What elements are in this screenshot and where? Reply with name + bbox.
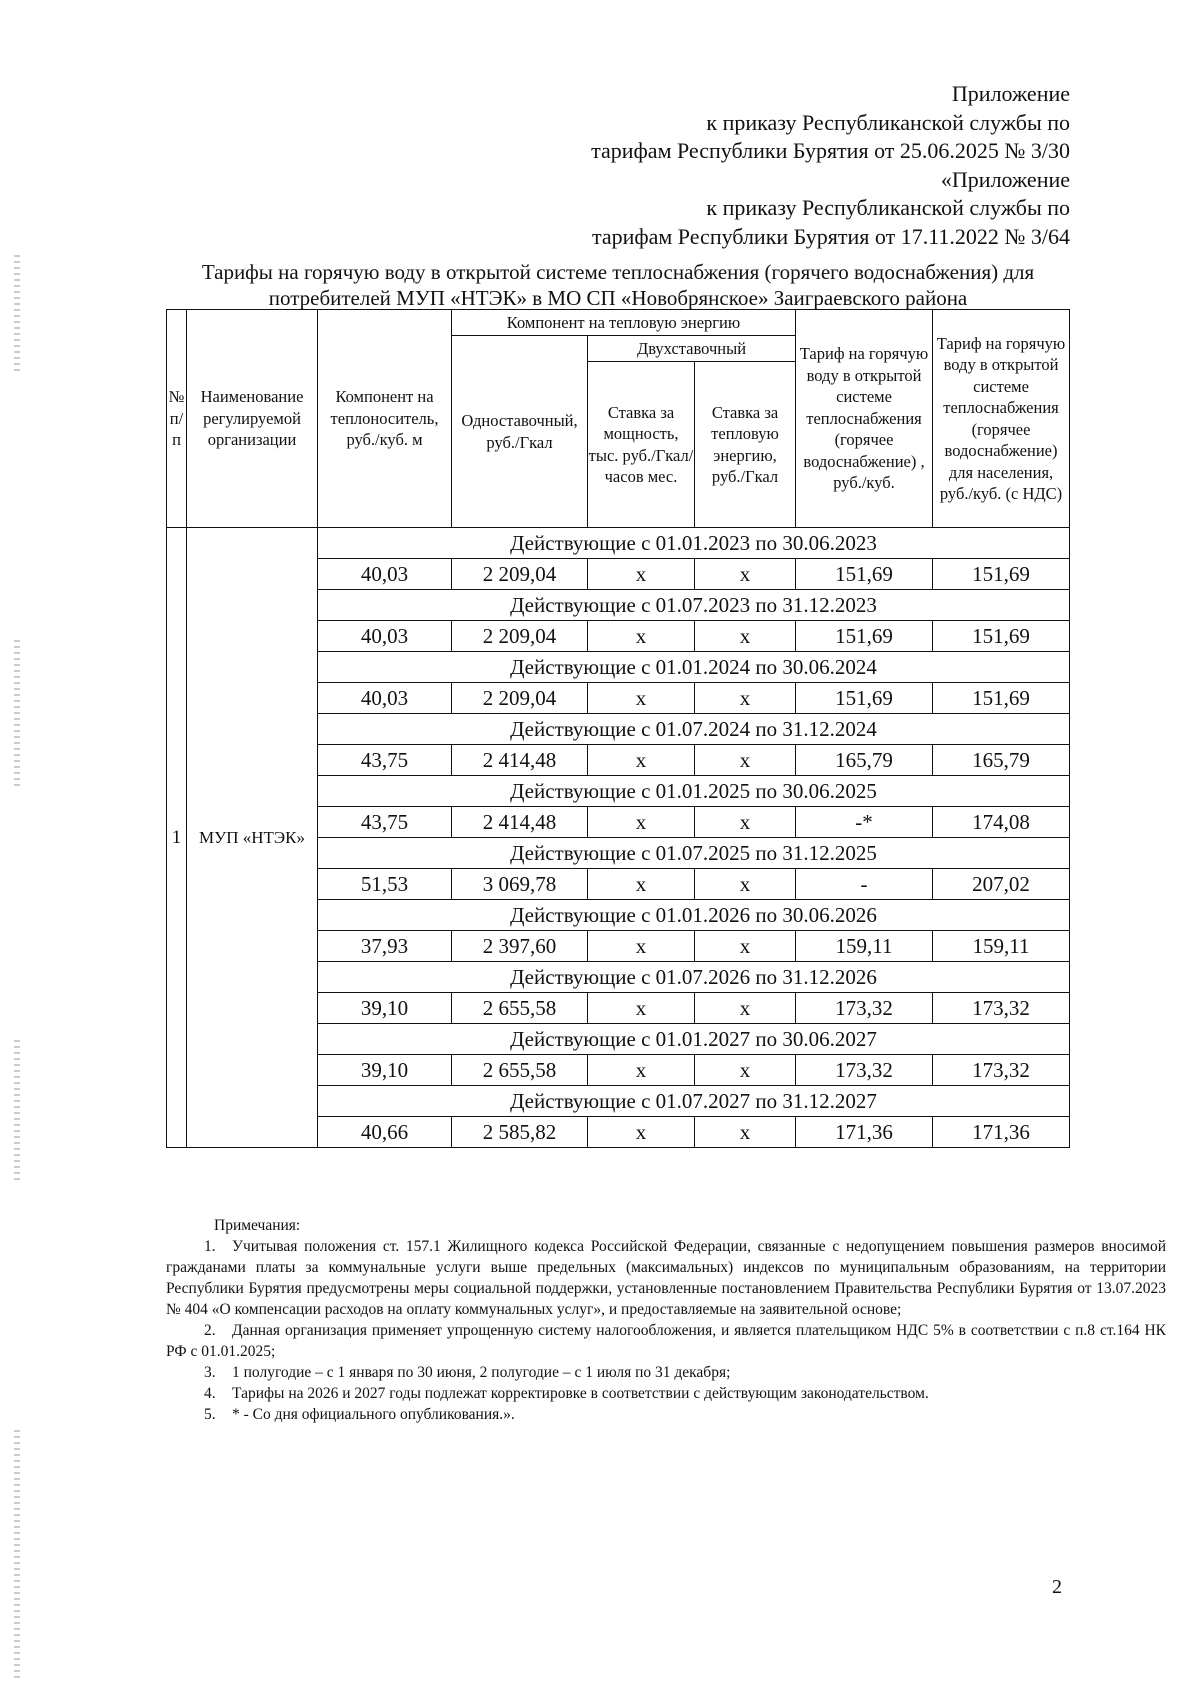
header-energy-rate: Ставка за тепловую энергию, руб./Гкал: [695, 362, 796, 528]
period-label: Действующие с 01.01.2025 по 30.06.2025: [318, 776, 1070, 807]
cell-capacity-rate: х: [588, 1055, 695, 1086]
cell-tariff-population: 151,69: [933, 683, 1070, 714]
header-line: тарифам Республики Бурятия от 17.11.2022 № 3/64: [591, 223, 1070, 249]
tariff-table-body: [167, 528, 1070, 1148]
period-label: Действующие с 01.07.2026 по 31.12.2026: [318, 962, 1070, 993]
cell-tariff: 151,69: [796, 621, 933, 652]
period-row: [167, 528, 1070, 559]
cell-tariff-population: 174,08: [933, 807, 1070, 838]
note-item: [166, 1236, 1166, 1320]
header-single-rate: Одноставочный, руб./Гкал: [452, 336, 588, 528]
cell-tariff-population: 207,02: [933, 869, 1070, 900]
cell-capacity-rate: х: [588, 869, 695, 900]
cell-energy-rate: х: [695, 559, 796, 590]
note-number: 1.: [204, 1238, 216, 1255]
period-label: Действующие с 01.07.2024 по 31.12.2024: [318, 714, 1070, 745]
cell-tariff: 173,32: [796, 1055, 933, 1086]
tariff-table: [166, 309, 1070, 1148]
cell-tariff: 151,69: [796, 683, 933, 714]
note-item: [166, 1320, 1166, 1362]
page-number: 2: [1052, 1576, 1062, 1598]
cell-capacity-rate: х: [588, 807, 695, 838]
period-label: Действующие с 01.07.2025 по 31.12.2025: [318, 838, 1070, 869]
cell-carrier: 39,10: [318, 993, 452, 1024]
header-heat-group: Компонент на тепловую энергию: [452, 310, 796, 336]
cell-single-rate: 3 069,78: [452, 869, 588, 900]
cell-carrier: 40,03: [318, 559, 452, 590]
cell-tariff-population: 173,32: [933, 1055, 1070, 1086]
note-item: [166, 1383, 1166, 1404]
header-line: Приложение: [951, 81, 1070, 106]
cell-energy-rate: х: [695, 1055, 796, 1086]
header-org-name: Наименование регулируемой организации: [187, 310, 318, 528]
header-line: к приказу Республиканской службы по: [706, 195, 1070, 220]
cell-tariff-population: 151,69: [933, 559, 1070, 590]
cell-tariff: -*: [796, 807, 933, 838]
header-line: тарифам Республики Бурятия от 25.06.2025 № 3/30: [591, 138, 1070, 163]
cell-energy-rate: х: [695, 745, 796, 776]
note-text: 1 полугодие – с 1 января по 30 июня, 2 полугодие – с 1 июля по 31 декабря;: [232, 1364, 731, 1381]
scan-artifact: [14, 255, 20, 375]
cell-capacity-rate: х: [588, 621, 695, 652]
cell-single-rate: 2 209,04: [452, 621, 588, 652]
cell-energy-rate: х: [695, 869, 796, 900]
cell-carrier: 40,66: [318, 1117, 452, 1148]
scan-artifact: [14, 1040, 20, 1180]
cell-tariff-population: 171,36: [933, 1117, 1070, 1148]
cell-single-rate: 2 655,58: [452, 993, 588, 1024]
header-capacity-rate: Ставка за мощность, тыс. руб./Гкал/ часов мес.: [588, 362, 695, 528]
cell-single-rate: 2 414,48: [452, 745, 588, 776]
period-label: Действующие с 01.01.2024 по 30.06.2024: [318, 652, 1070, 683]
header-line: «Приложение: [940, 166, 1070, 192]
cell-carrier: 43,75: [318, 745, 452, 776]
header-tariff-population: Тариф на горячую воду в открытой системе теплоснабжения (горячее водоснабжение) для населения, руб./куб. (с НДС): [933, 310, 1070, 528]
period-label: Действующие с 01.07.2023 по 31.12.2023: [318, 590, 1070, 621]
note-number: 3.: [204, 1364, 216, 1381]
cell-tariff: -: [796, 869, 933, 900]
cell-tariff-population: 151,69: [933, 621, 1070, 652]
cell-tariff: 171,36: [796, 1117, 933, 1148]
note-item: [166, 1362, 1166, 1383]
title-line: Тарифы на горячую воду в открытой системе теплоснабжения (горячего водоснабжения) для: [201, 260, 1035, 284]
cell-single-rate: 2 655,58: [452, 1055, 588, 1086]
cell-carrier: 39,10: [318, 1055, 452, 1086]
note-text: Тарифы на 2026 и 2027 годы подлежат корректировке в соответствии с действующим законодательством.: [232, 1385, 929, 1402]
row-number: 1: [167, 528, 187, 1148]
period-label: Действующие с 01.01.2027 по 30.06.2027: [318, 1024, 1070, 1055]
cell-carrier: 37,93: [318, 931, 452, 962]
cell-capacity-rate: х: [588, 931, 695, 962]
cell-single-rate: 2 209,04: [452, 683, 588, 714]
cell-tariff: 151,69: [796, 559, 933, 590]
cell-carrier: 40,03: [318, 621, 452, 652]
cell-single-rate: 2 414,48: [452, 807, 588, 838]
document-title: [168, 259, 1068, 311]
cell-tariff-population: 173,32: [933, 993, 1070, 1024]
cell-energy-rate: х: [695, 993, 796, 1024]
cell-capacity-rate: х: [588, 683, 695, 714]
cell-tariff: 165,79: [796, 745, 933, 776]
title-line: потребителей МУП «НТЭК» в МО СП «Новобрянское» Заиграевского района: [268, 286, 968, 310]
period-label: Действующие с 01.07.2027 по 31.12.2027: [318, 1086, 1070, 1117]
cell-capacity-rate: х: [588, 559, 695, 590]
note-text: * - Со дня официального опубликования.».: [232, 1406, 515, 1423]
cell-tariff-population: 159,11: [933, 931, 1070, 962]
note-text: Учитывая положения ст. 157.1 Жилищного кодекса Российской Федерации, связанные с недопущением повышения размеров вносимой гражданами платы за коммунальные услуги выше предельных (максимальных) индексов по муниципальным образованиям, на территории Республики Бурятия предусмотрены меры социальной поддержки, установленные постановлением Правительства Республики Бурятия от 13.07.2023 № 404 «О компенсации расходов на оплату коммунальных услуг», и предоставляемые на заявительной основе;: [166, 1238, 1166, 1318]
header-carrier: Компонент на теплоноситель, руб./куб. м: [318, 310, 452, 528]
scan-artifact: [14, 640, 20, 790]
scan-artifact: [14, 1430, 20, 1680]
header-num: № п/п: [167, 310, 187, 528]
cell-energy-rate: х: [695, 683, 796, 714]
notes-caption: Примечания:: [214, 1217, 301, 1234]
note-number: 4.: [204, 1385, 216, 1402]
cell-energy-rate: х: [695, 621, 796, 652]
note-number: 5.: [204, 1406, 216, 1423]
cell-capacity-rate: х: [588, 745, 695, 776]
period-label: Действующие с 01.01.2023 по 30.06.2023: [318, 528, 1070, 559]
cell-carrier: 43,75: [318, 807, 452, 838]
notes-section: [166, 1215, 1166, 1425]
header-tariff: Тариф на горячую воду в открытой системе теплоснабжения (горячее водоснабжение) , руб./куб.: [796, 310, 933, 528]
cell-capacity-rate: х: [588, 1117, 695, 1148]
cell-carrier: 51,53: [318, 869, 452, 900]
header-two-rate: Двухставочный: [588, 336, 796, 362]
period-label: Действующие с 01.01.2026 по 30.06.2026: [318, 900, 1070, 931]
cell-energy-rate: х: [695, 931, 796, 962]
note-text: Данная организация применяет упрощенную систему налогообложения, и является плательщиком НДС 5% в соответствии с п.8 ст.164 НК РФ с 01.01.2025;: [166, 1322, 1166, 1360]
cell-single-rate: 2 397,60: [452, 931, 588, 962]
organization-name: МУП «НТЭК»: [187, 528, 318, 1148]
note-item: [166, 1404, 1166, 1425]
cell-energy-rate: х: [695, 807, 796, 838]
cell-energy-rate: х: [695, 1117, 796, 1148]
cell-single-rate: 2 585,82: [452, 1117, 588, 1148]
cell-single-rate: 2 209,04: [452, 559, 588, 590]
document-header: [591, 80, 1070, 251]
cell-capacity-rate: х: [588, 993, 695, 1024]
header-line: к приказу Республиканской службы по: [706, 109, 1070, 135]
cell-tariff: 173,32: [796, 993, 933, 1024]
cell-tariff: 159,11: [796, 931, 933, 962]
note-number: 2.: [204, 1322, 216, 1339]
cell-tariff-population: 165,79: [933, 745, 1070, 776]
cell-carrier: 40,03: [318, 683, 452, 714]
